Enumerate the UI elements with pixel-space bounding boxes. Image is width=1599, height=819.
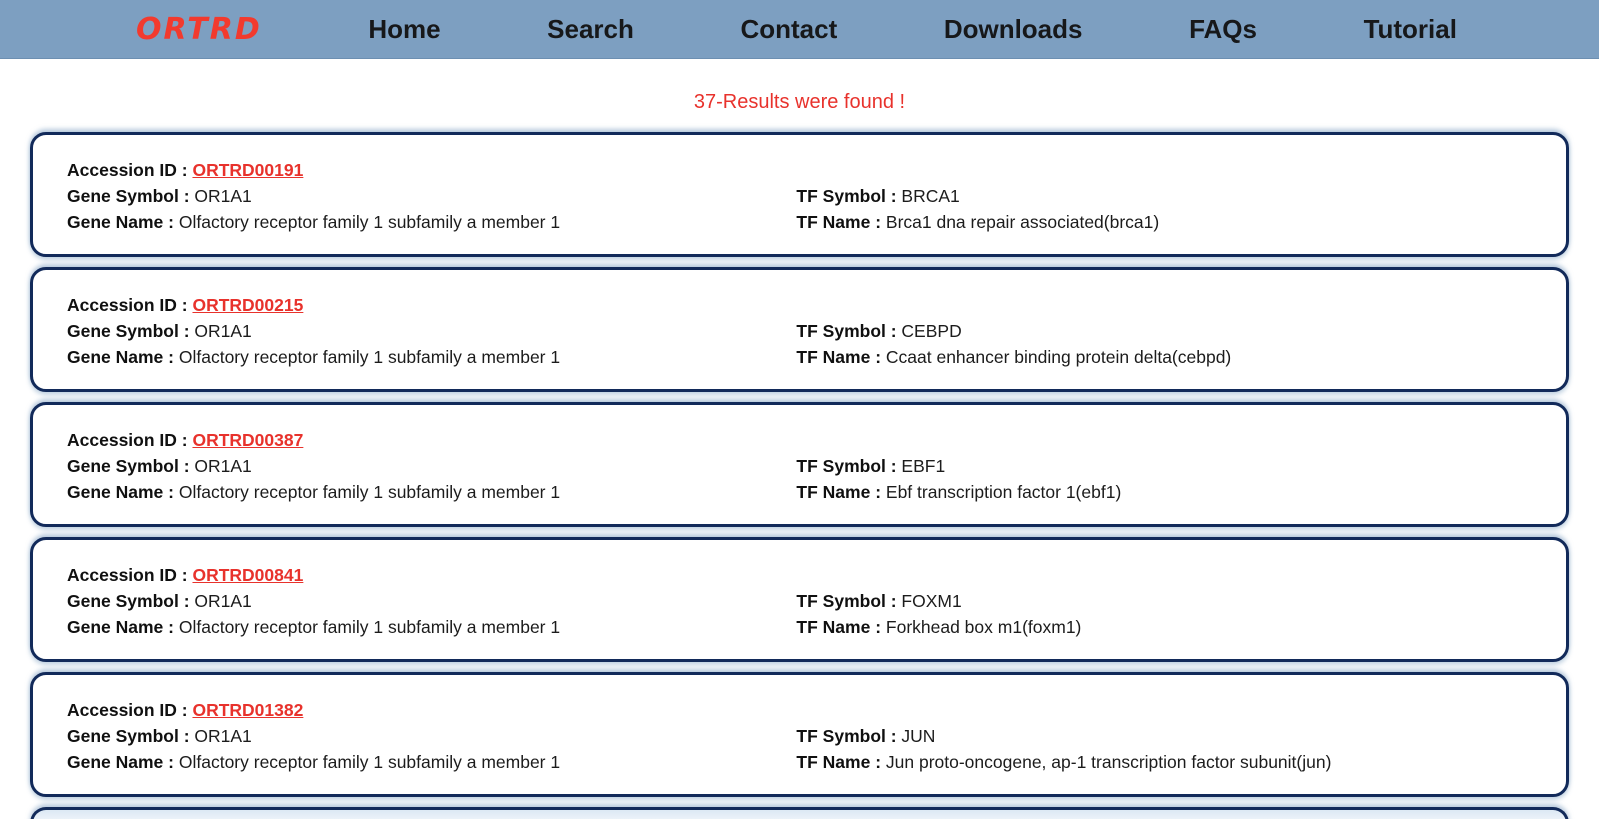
gene-name-label: Gene Name :	[67, 617, 179, 637]
gene-name-row	[67, 479, 796, 505]
tf-name-label: TF Name :	[796, 482, 886, 502]
accession-link[interactable]: ORTRD01382	[192, 700, 304, 720]
tf-name-row	[796, 749, 1566, 775]
gene-symbol-row	[67, 723, 796, 749]
gene-column	[33, 562, 796, 659]
accession-link[interactable]: ORTRD00215	[192, 295, 304, 315]
tf-symbol-value: CEBPD	[901, 321, 962, 341]
tf-name-label: TF Name :	[796, 212, 886, 232]
gene-name-value: Olfactory receptor family 1 subfamily a member 1	[178, 212, 561, 232]
spacer	[796, 292, 1566, 318]
tf-name-value: Brca1 dna repair associated(brca1)	[885, 212, 1160, 232]
result-card	[30, 537, 1569, 662]
ortrd-logo[interactable]: ORTRD	[136, 11, 262, 47]
gene-name-label: Gene Name :	[67, 752, 179, 772]
tf-name-label: TF Name :	[796, 347, 886, 367]
tf-name-row	[796, 614, 1566, 640]
tf-symbol-label: TF Symbol :	[796, 456, 902, 476]
result-card	[30, 132, 1569, 257]
gene-name-label: Gene Name :	[67, 347, 179, 367]
gene-column	[33, 697, 796, 794]
gene-name-row	[67, 209, 796, 235]
accession-link[interactable]: ORTRD00387	[192, 430, 304, 450]
results-list	[0, 132, 1599, 819]
accession-label: Accession ID :	[67, 295, 193, 315]
spacer	[796, 697, 1566, 723]
gene-symbol-label: Gene Symbol :	[67, 456, 195, 476]
tf-symbol-row	[796, 588, 1566, 614]
gene-symbol-value: OR1A1	[194, 456, 252, 476]
tf-symbol-row	[796, 453, 1566, 479]
tf-name-value: Jun proto-oncogene, ap-1 transcription factor subunit(jun)	[885, 752, 1332, 772]
nav-link[interactable]: Home	[368, 13, 441, 44]
tf-symbol-value: EBF1	[901, 456, 946, 476]
accession-row	[67, 697, 796, 723]
gene-symbol-value: OR1A1	[194, 186, 252, 206]
gene-name-label: Gene Name :	[67, 482, 179, 502]
tf-name-label: TF Name :	[796, 752, 886, 772]
tf-column	[796, 562, 1566, 659]
gene-symbol-row	[67, 318, 796, 344]
nav-link[interactable]: Tutorial	[1363, 13, 1457, 44]
result-card	[30, 672, 1569, 797]
accession-label: Accession ID :	[67, 160, 193, 180]
gene-symbol-row	[67, 453, 796, 479]
tf-name-value: Ccaat enhancer binding protein delta(cebpd)	[885, 347, 1232, 367]
gene-column	[33, 427, 796, 524]
spacer	[796, 157, 1566, 183]
gene-name-value: Olfactory receptor family 1 subfamily a member 1	[178, 617, 561, 637]
gene-symbol-row	[67, 183, 796, 209]
gene-symbol-label: Gene Symbol :	[67, 726, 195, 746]
nav-link[interactable]: Search	[547, 13, 634, 44]
gene-symbol-label: Gene Symbol :	[67, 186, 195, 206]
accession-label: Accession ID :	[67, 565, 193, 585]
tf-column	[796, 292, 1566, 389]
gene-symbol-value: OR1A1	[194, 591, 252, 611]
accession-row	[67, 157, 796, 183]
result-card	[30, 402, 1569, 527]
spacer	[796, 427, 1566, 453]
tf-name-value: Ebf transcription factor 1(ebf1)	[885, 482, 1122, 502]
tf-symbol-row	[796, 318, 1566, 344]
tf-symbol-row	[796, 723, 1566, 749]
tf-column	[796, 157, 1566, 254]
tf-name-value: Forkhead box m1(foxm1)	[885, 617, 1082, 637]
tf-name-row	[796, 344, 1566, 370]
tf-symbol-label: TF Symbol :	[796, 321, 902, 341]
navbar	[0, 0, 1599, 59]
nav-link[interactable]: Downloads	[943, 13, 1083, 44]
accession-label: Accession ID :	[67, 430, 193, 450]
tf-symbol-value: BRCA1	[901, 186, 960, 206]
result-card	[30, 267, 1569, 392]
gene-symbol-value: OR1A1	[194, 726, 252, 746]
tf-symbol-label: TF Symbol :	[796, 591, 902, 611]
gene-symbol-row	[67, 588, 796, 614]
tf-name-row	[796, 209, 1566, 235]
nav-link[interactable]: Contact	[740, 13, 838, 44]
gene-column	[33, 157, 796, 254]
gene-name-value: Olfactory receptor family 1 subfamily a member 1	[178, 482, 561, 502]
accession-link[interactable]: ORTRD00841	[192, 565, 304, 585]
tf-symbol-value: JUN	[901, 726, 936, 746]
tf-column	[796, 697, 1566, 794]
accession-label: Accession ID :	[67, 700, 193, 720]
gene-symbol-value: OR1A1	[194, 321, 252, 341]
tf-symbol-label: TF Symbol :	[796, 186, 902, 206]
accession-row	[67, 427, 796, 453]
accession-link[interactable]: ORTRD00191	[192, 160, 304, 180]
spacer	[796, 562, 1566, 588]
gene-name-row	[67, 344, 796, 370]
gene-name-label: Gene Name :	[67, 212, 179, 232]
gene-symbol-label: Gene Symbol :	[67, 591, 195, 611]
tf-symbol-row	[796, 183, 1566, 209]
tf-name-label: TF Name :	[796, 617, 886, 637]
gene-column	[33, 292, 796, 389]
tf-symbol-value: FOXM1	[901, 591, 962, 611]
accession-row	[67, 292, 796, 318]
accession-row	[67, 562, 796, 588]
gene-name-row	[67, 749, 796, 775]
results-count-banner: 37-Results were found !	[693, 91, 906, 113]
gene-name-value: Olfactory receptor family 1 subfamily a member 1	[178, 752, 561, 772]
result-card-partial	[30, 807, 1569, 819]
tf-column	[796, 427, 1566, 524]
tf-name-row	[796, 479, 1566, 505]
gene-symbol-label: Gene Symbol :	[67, 321, 195, 341]
nav-link[interactable]: FAQs	[1189, 13, 1257, 44]
gene-name-row	[67, 614, 796, 640]
tf-symbol-label: TF Symbol :	[796, 726, 902, 746]
gene-name-value: Olfactory receptor family 1 subfamily a member 1	[178, 347, 561, 367]
